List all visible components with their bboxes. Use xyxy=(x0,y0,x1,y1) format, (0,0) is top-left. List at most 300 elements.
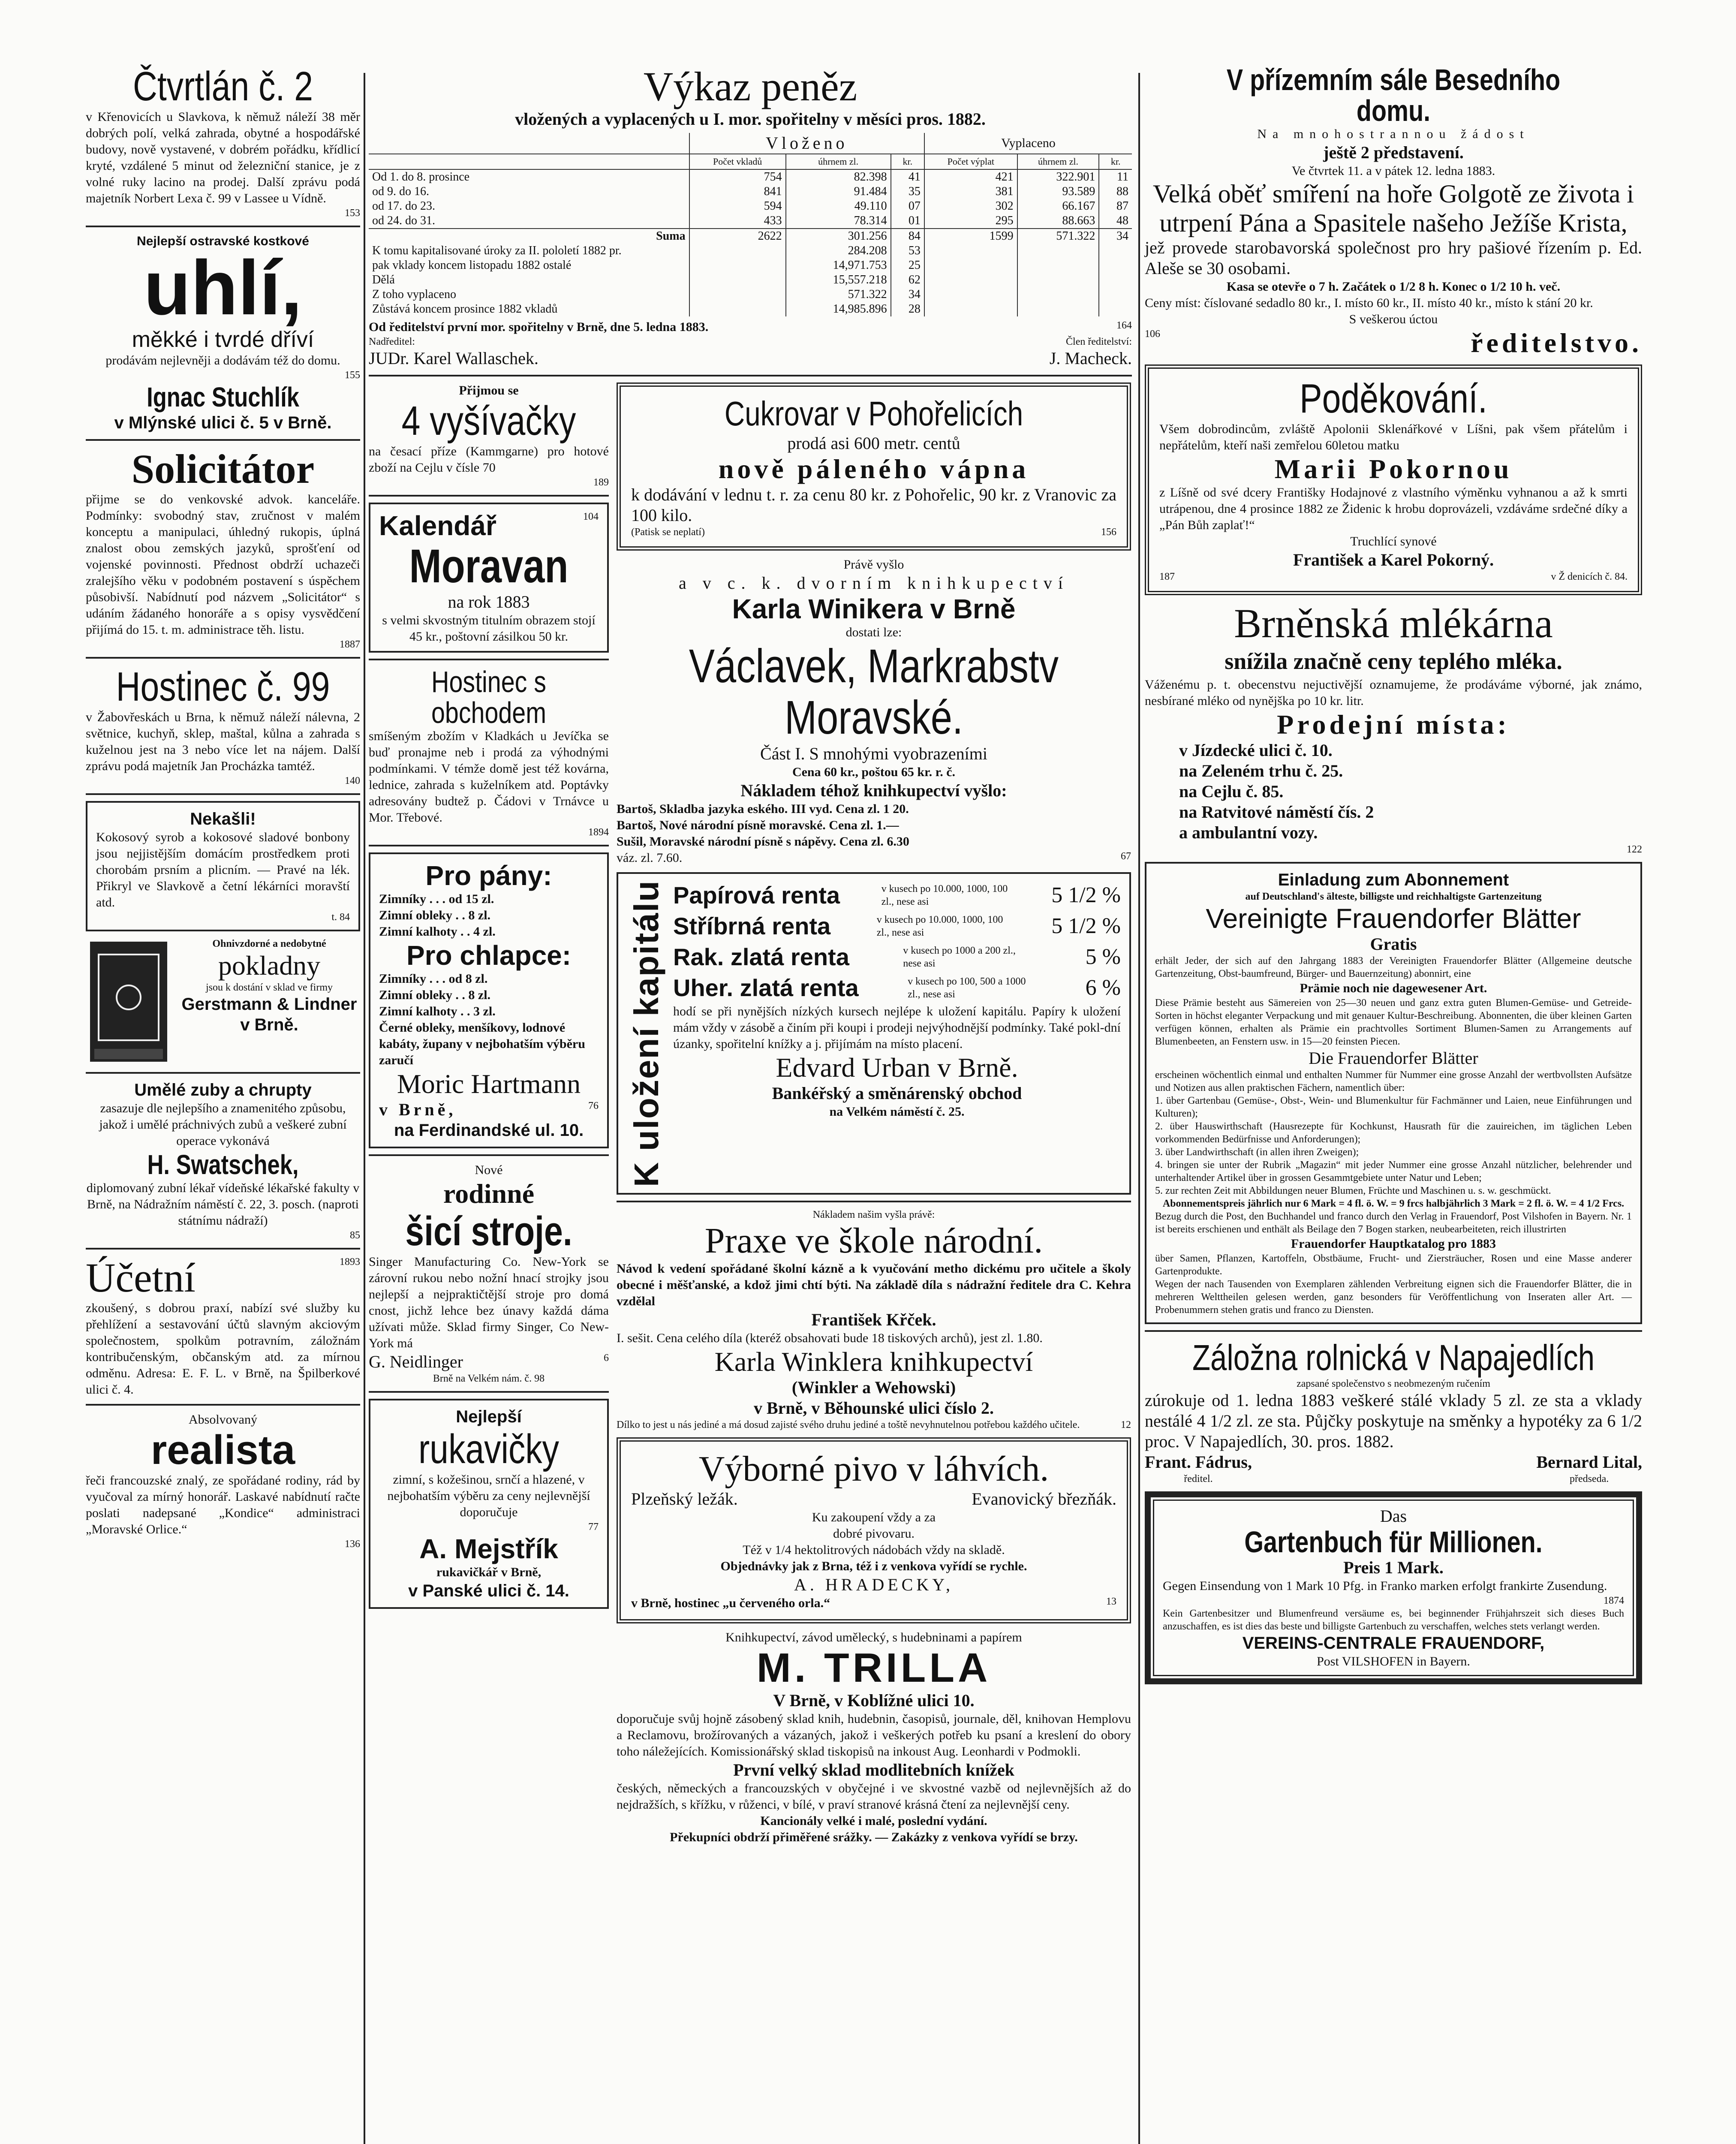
divider xyxy=(369,375,1132,376)
ad-l2: ještě 2 představení. xyxy=(1323,143,1464,162)
ad-body: s velmi skvostným titulním obrazem stojí 45 kr., poštovní zásilkou 50 kr. xyxy=(382,613,596,644)
signatory-name-right: J. Macheck. xyxy=(1049,349,1132,368)
signatory-1: Frant. Fádrus, xyxy=(1145,1452,1252,1472)
ad-title: Výborné pivo v láhvích. xyxy=(698,1449,1049,1489)
ad-note: (Patisk se neplatí) xyxy=(631,527,705,538)
ad-body-2: z Líšně od své dcery Františky Hodajnové z vlastního výměnku vyhnanou a až k smrti utrápenou, dne 4 prosince 1882 ze Židenic k hrobu doprovázeli, vzdáváme srdečné díky a „Pán Bůh zaplať!“ xyxy=(1159,485,1628,532)
ad-big: pokladny xyxy=(218,950,321,981)
ad-author: František Křček. xyxy=(811,1310,936,1330)
row-cell: 841 xyxy=(689,184,786,199)
divider xyxy=(86,226,360,227)
ad-list-1: 1. über Gartenbau (Gemüse-, Obst-, Wein- und Blumenkultur für Fachmänner und Laien, neue Einführungen und Kulturen); xyxy=(1155,1095,1632,1119)
ad-podekovani xyxy=(1145,364,1642,595)
row-cell: 421 xyxy=(924,169,1017,184)
divider xyxy=(369,659,609,660)
ad-list-3: 3. über Landwirthschaft (in allen ihren Zweigen); xyxy=(1155,1147,1359,1158)
ad-address: v Brně, v Běhounské ulici číslo 2. xyxy=(753,1398,994,1418)
ad-body: jsou k dostání v sklad ve firmy xyxy=(206,982,333,993)
ad-city: v Brně, xyxy=(379,1100,457,1119)
ad-body-2: diplomovaný zubní lékař vídeňské lékařské fakulty v Brně, na Nádražním náměstí č. 22, 3. posch. (naproti státnímu nádraží) xyxy=(86,1181,360,1228)
ad-sub: měkké i tvrdé dříví xyxy=(132,327,314,352)
signatory-role-right: Člen ředitelství: xyxy=(1066,336,1132,347)
ad-ctvrtlan xyxy=(86,64,360,220)
ad-big: Velká oběť smíření na hoře Golgotě ze života i utrpení Pána a Spasitele našeho Ježíše Krista, xyxy=(1153,180,1634,237)
ad-address: v Mlýnské ulici č. 5 v Brně. xyxy=(114,413,332,432)
renta-rate: 5 1/2 % xyxy=(1051,883,1121,907)
ad-body-3: Též v 1/4 hektolitrových nádobách vždy na skladě. xyxy=(743,1543,1005,1557)
ad-publisher: Karla Winklera knihkupectví xyxy=(714,1346,1033,1377)
sum-cell: 1599 xyxy=(924,229,1017,244)
ad-body-5: über Samen, Pflanzen, Kartoffeln, Obstbäume, Frucht- und Ziersträucher, Rosen und eine Masse anderer Gartenprodukte. xyxy=(1155,1253,1632,1277)
ad-rukavicky xyxy=(369,1399,609,1609)
list-item: a ambulantní vozy. xyxy=(1179,823,1318,842)
list-item: Zimní kalhoty . . 4 zl. xyxy=(379,924,496,939)
ad-h2: auf Deutschland's älteste, billigste und reichhaltigste Gartenzeitung xyxy=(1245,891,1542,902)
row-cell: 381 xyxy=(924,184,1017,199)
ad-sub: prodá asi 600 metr. centů xyxy=(787,434,960,453)
ad-solicitator xyxy=(86,447,360,651)
row-cell: 11 xyxy=(1099,169,1132,184)
ad-head: Právě vyšlo xyxy=(843,557,904,572)
ad-body: k dodávání v lednu t. r. za cenu 80 kr. z Pohořelic, 90 kr. z Vranovic za 100 kilo. xyxy=(631,485,1116,525)
ad-frauendorfer xyxy=(1145,862,1642,1324)
safe-illustration-icon xyxy=(86,937,171,1066)
ad-sons: Truchlící synové xyxy=(1350,534,1437,548)
row-cell-blank xyxy=(924,273,1017,287)
ad-h1: Einladung zum Abonnement xyxy=(1278,870,1509,889)
ad-title: Nekašli! xyxy=(190,810,256,828)
ad-title-2: Pro chlapce: xyxy=(406,940,572,971)
row-cell: 25 xyxy=(891,258,924,273)
ad-big: Hostinec s obchodem xyxy=(431,665,547,729)
vykaz-table xyxy=(369,133,1132,316)
row-label: Od 1. do 8. prosince xyxy=(372,170,470,184)
ad-sub: rukavičkář v Brně, xyxy=(436,1565,542,1579)
ad-number: 140 xyxy=(345,775,360,786)
vykaz-head-in: Vloženo xyxy=(689,133,924,154)
ad-number: 12 xyxy=(1121,1419,1131,1431)
sum-cell: 34 xyxy=(1099,229,1132,244)
row-cell-blank xyxy=(924,287,1017,302)
row-cell: 14,971.753 xyxy=(786,258,891,273)
ad-list-4: 4. bringen sie unter der Rubrik „Magazin“ mit jeder Nummer eine grosse Anzahl nützlicher, belehrender und unterhaltender Artikel über in grossen Gesammtgebiete unter Natur und Leben; xyxy=(1155,1159,1632,1183)
ad-besedni-dum xyxy=(1145,64,1642,358)
ad-body-1: Ku zakoupení vždy a za xyxy=(812,1510,936,1525)
signatory-name-left: JUDr. Karel Wallaschek. xyxy=(369,349,539,368)
divider xyxy=(617,1201,1131,1202)
renta-name: Papírová renta xyxy=(673,882,840,909)
row-cell: 62 xyxy=(891,273,924,287)
ad-number: 136 xyxy=(345,1539,360,1550)
ad-mid: rodinné xyxy=(443,1178,535,1209)
ad-haupt: Frauendorfer Hauptkatalog pro 1883 xyxy=(1291,1237,1496,1251)
ad-big: Vereinigte Frauendorfer Blätter xyxy=(1206,903,1581,934)
table-row xyxy=(369,184,1132,199)
row-label: pak vklady koncem listopadu 1882 ostalé xyxy=(372,259,572,272)
renta-desc: v kusech po 1000 a 200 zl., nese asi xyxy=(903,945,1016,969)
vykaz-penez xyxy=(369,64,1132,369)
ad-number: 187 xyxy=(1159,571,1175,582)
row-cell: 34 xyxy=(891,287,924,302)
ad-renta xyxy=(617,872,1131,1195)
row-cell: 28 xyxy=(891,302,924,316)
row-label: K tomu kapitalisované úroky za II. pololetí 1882 pr. xyxy=(372,244,622,257)
ad-big: šicí stroje. xyxy=(405,1208,572,1254)
ad-sub: zapsané společenstvo s neobmezeným ručením xyxy=(1297,1378,1490,1389)
row-cell: 571.322 xyxy=(786,287,891,302)
ad-address: Brně na Velkém nám. č. 98 xyxy=(433,1373,545,1384)
ad-number: 122 xyxy=(1627,844,1642,855)
vykaz-subhead-cell: úhrnem zl. xyxy=(1017,154,1099,169)
ad-l3: Ve čtvrtek 11. a v pátek 12. ledna 1883. xyxy=(1291,164,1495,178)
row-cell-blank xyxy=(1099,287,1132,302)
row-label: od 17. do 23. xyxy=(372,199,435,213)
book-3: Sušil, Moravské národní písně s nápěvy. Cena zl. 6.30 xyxy=(617,834,909,849)
ad-name: Edvard Urban v Brně. xyxy=(776,1052,1018,1083)
ad-number: 6 xyxy=(604,1352,609,1364)
ad-praxe xyxy=(617,1208,1131,1431)
row-label: Z toho vyplaceno xyxy=(372,288,456,301)
ad-number: 1874 xyxy=(1604,1595,1624,1606)
ad-nekasli xyxy=(86,801,360,931)
ad-number: 1894 xyxy=(588,827,609,838)
ad-number: 155 xyxy=(345,370,360,381)
ad-name: Gerstmann & Lindner v Brně. xyxy=(181,995,357,1034)
row-cell: 87 xyxy=(1099,199,1132,214)
ad-body-1: erhält Jeder, der sich auf den Jahrgang 1883 der Vereinigten Frauendorfer Blätter (Allgemeine deutsche Gartenzeitung, Obst-baumfreund, Bürger- und Bauernzeitung) abonnirt, eine xyxy=(1155,955,1632,979)
row-cell: 433 xyxy=(689,214,786,229)
row-cell-blank xyxy=(1017,258,1099,273)
row-cell-blank xyxy=(1017,302,1099,316)
divider xyxy=(369,845,609,846)
table-row xyxy=(369,169,1132,184)
ad-name: A. Mejstřík xyxy=(419,1533,558,1564)
ad-title: Hostinec č. 99 xyxy=(116,664,330,710)
list-item: na Cejlu č. 85. xyxy=(1179,782,1284,801)
row-cell-blank xyxy=(924,258,1017,273)
ad-name: Karla Winikera v Brně xyxy=(732,593,1016,624)
ad-places: Prodejní místa: xyxy=(1277,709,1510,740)
ad-publisher-2: (Winkler a Wehowski) xyxy=(791,1378,956,1397)
table-row-sum xyxy=(369,229,1132,244)
ad-body-2: I. sešit. Cena celého díla (kteréž obsahovati bude 18 tiskových archů), jest zl. 1.80. xyxy=(617,1331,1043,1346)
row-cell: 14,985.896 xyxy=(786,302,891,316)
row-cell-blank xyxy=(924,302,1017,316)
row-cell: 48 xyxy=(1099,214,1132,229)
ad-address: na Velkém náměstí č. 25. xyxy=(829,1105,965,1119)
ad-body: Gegen Einsendung von 1 Mark 10 Pfg. in Franko marken erfolgt frankirte Zusendung. xyxy=(1163,1579,1607,1593)
row-cell-blank xyxy=(689,302,786,316)
ad-pivo xyxy=(617,1437,1131,1623)
divider xyxy=(369,1154,609,1156)
sum-label: Suma xyxy=(656,229,686,243)
vykaz-subhead-cell: Počet vkladů xyxy=(689,154,786,169)
ad-body: na česací příze (Kammgarne) pro hotové zboží na Cejlu v čísle 70 xyxy=(369,444,609,475)
ad-number: 77 xyxy=(588,1521,599,1533)
renta-desc: v kusech po 10.000, 1000, 100 zl., nese asi xyxy=(881,883,1008,907)
signatory-2-role: předseda. xyxy=(1570,1473,1609,1485)
ad-name: A. HRADECKY, xyxy=(794,1575,954,1595)
ad-body: jež provede starobavorská společnost pro hry pašiové řízením p. Ed. Aleše se 30 osobami. xyxy=(1145,238,1642,278)
row-label: Dělá xyxy=(372,273,395,286)
row-cell: 66.167 xyxy=(1017,199,1099,214)
renta-name: Rak. zlatá renta xyxy=(673,943,849,970)
ad-times: Kasa se otevře o 7 h. Začátek o 1/2 8 h. Konec o 1/2 10 h. več. xyxy=(1226,280,1561,294)
ad-winiker xyxy=(617,557,1131,866)
ad-address: v Panské ulici č. 14. xyxy=(408,1581,569,1600)
row-cell: 594 xyxy=(689,199,786,214)
ad-body: Kokosový syrob a kokosové sladové bonbony jsou nejjistějším domácím prostředkem proti chorobám prsním a plicním. — Pravé na lék. Přikryl ve Slavkově a četní lékárníci moravští atd. xyxy=(96,830,350,909)
vykaz-title: Výkaz peněz xyxy=(643,63,857,109)
ad-obtain: dostati lze: xyxy=(845,625,902,639)
ad-body: zkoušený, s dobrou praxí, nabízí své služby ku přehlížení a sestavování účtů slavným akciovým společnostem, spolkům potravním, záložnám kontribučenským, občanským atd. za mírnou odměnu. Adresa: E. F. L. v Brně, na Špilberkové ulici č. 4. xyxy=(86,1301,360,1397)
ad-body: prodávám nejlevněji a dodávám též do domu. xyxy=(105,353,340,367)
ad-title: Čtvrtlán č. 2 xyxy=(133,63,313,109)
ad-price: Preis 1 Mark. xyxy=(1343,1558,1444,1577)
ad-name: H. Swatschek, xyxy=(147,1149,299,1180)
ad-body-6: Wegen der nach Tausenden von Exemplaren zählenden Verbreitung eignen sich die Frauendorfer Blätter, die in mehreren Welttheilen gelesen werden, ganz besonders für Veröffentlichung von Inseraten aller Art. — Probenummern stehen gratis und franco zu Diensten. xyxy=(1155,1279,1632,1316)
row-cell: 41 xyxy=(891,169,924,184)
ad-price: Abonnementspreis jährlich nur 6 Mark = 4 fl. ö. W. = 9 frcs halbjährlich 3 Mark = 2 fl. ö. W. = 4 1/2 Frcs. xyxy=(1162,1198,1625,1209)
vykaz-subhead-blank xyxy=(369,154,689,169)
row-cell: 93.589 xyxy=(1017,184,1099,199)
ad-body: v Křenovicích u Slavkova, k němuž náleží 38 měr dobrých polí, velká zahrada, obytné a hospodářské budovy, nově vystavené, v dobrém pořádku, křídlicí kryté, vzdálené 5 minut od železniční stanice, je z volné ruky lacino na prodej. Další zprávu podá majetník Norbert Lexa č. 99 v Lassee u Vídně. xyxy=(86,110,360,205)
divider xyxy=(86,1404,360,1406)
table-row-extra xyxy=(369,287,1132,302)
divider xyxy=(86,793,360,795)
row-cell: 49.110 xyxy=(786,199,891,214)
ad-title: Brněnská mlékárna xyxy=(1234,600,1553,646)
list-item: v Jízdecké ulici č. 10. xyxy=(1179,741,1333,760)
list-item: na Zeleném trhu č. 25. xyxy=(1179,761,1343,780)
ad-big: realista xyxy=(150,1427,295,1473)
table-row xyxy=(369,199,1132,214)
list-item: Zimníky . . . od 15 zl. xyxy=(379,892,494,906)
ad-number: 156 xyxy=(1101,527,1116,538)
row-cell: 295 xyxy=(924,214,1017,229)
ad-head: Přijmou se xyxy=(459,383,519,397)
ad-kalendar xyxy=(369,503,609,653)
ad-list-5: 5. zur rechten Zeit mit Abbildungen neuer Blumen, Früchte und Maschinen u. s. w. geschmückt. xyxy=(1155,1185,1551,1196)
ad-title: V přízemním sále Besedního domu. xyxy=(1226,63,1561,127)
ad-title: Záložna rolnická v Napajedlích xyxy=(1192,1337,1595,1378)
ad-body: zimní, s kožešinou, srnčí a hlazené, v nejbohatším výběru za ceny nejlevnější doporučuje xyxy=(387,1472,590,1519)
renta-name: Stříbrná renta xyxy=(673,912,831,940)
signatory-2: Bernard Lital, xyxy=(1536,1452,1642,1472)
ad-sign: František a Karel Pokorný. xyxy=(1293,550,1494,569)
row-cell-blank xyxy=(689,244,786,258)
ad-address: na Ferdinandské ul. 10. xyxy=(394,1121,584,1140)
ad-zuby xyxy=(86,1080,360,1242)
row-cell-blank xyxy=(1099,302,1132,316)
row-label: od 9. do 16. xyxy=(372,185,429,198)
renta-list xyxy=(673,880,1121,1003)
ad-name: Marii Pokornou xyxy=(1274,454,1513,484)
ad-title: Účetní xyxy=(86,1255,196,1301)
pany-list xyxy=(379,891,599,940)
ad-head: Ohnivzdorné a nedobytné xyxy=(212,938,326,949)
ad-body: v Žabovřeskách u Brna, k němuž náleží nálevna, 2 světnice, kuchyň, sklep, maštal, kůlna a zahrada s kuželnou jest na 3 nebo více let na nájem. Další zprávu podá majetník Jan Procházka tamtéž. xyxy=(86,710,360,773)
row-cell: 88 xyxy=(1099,184,1132,199)
ad-head: Nákladem našim vyšla právě: xyxy=(812,1209,935,1221)
row-cell: 53 xyxy=(891,244,924,258)
ad-big: 4 vyšívačky xyxy=(401,398,576,444)
divider xyxy=(86,1072,360,1074)
ad-b3: Kancionály velké i malé, poslední vydání. xyxy=(760,1814,987,1828)
ad-head: Absolvovaný xyxy=(189,1412,257,1427)
row-cell-blank xyxy=(1017,273,1099,287)
ad-mlekarna xyxy=(1145,601,1642,856)
ad-body-2: dobré pivovaru. xyxy=(833,1527,915,1541)
ad-b1: První velký sklad modlitebních knížek xyxy=(733,1760,1014,1780)
row-cell: 15,557.218 xyxy=(786,273,891,287)
row-cell: 78.314 xyxy=(786,214,891,229)
ad-address: v Ž denicích č. 84. xyxy=(1551,571,1628,582)
ad-body: doporučuje svůj hojně zásobený sklad knih, hudebnin, časopisů, journale, děl, knihovan Hemplovu a Reclamovu, brožírovaných a vázaných, jakož i veškerých potřeb ku psaní a kreslení do obory toho náležejících. Komissionářský sklad tiskopisů na inkoust Aug. Leonhardi v Podmokli. xyxy=(617,1712,1131,1759)
vykaz-subhead-cell: úhrnem zl. xyxy=(786,154,891,169)
ad-title: Umělé zuby a chrupty xyxy=(134,1081,312,1099)
ad-gartenbuch xyxy=(1145,1491,1642,1684)
ad-body-2: Kein Gartenbesitzer und Blumenfreund versäume es, bei beginnender Frühjahrszeit sich dieses Buch anzuschaffen, es ist dies das beste und billigste Gartenbuch zu verschaffen, welches stets verlangt werden. xyxy=(1163,1608,1624,1632)
list-item xyxy=(673,880,1121,911)
ad-gratis: Gratis xyxy=(1370,934,1417,954)
ad-sub: a v c. k. dvorním knihkupectví xyxy=(679,573,1069,593)
ad-name: G. Neidlinger xyxy=(369,1352,463,1371)
list-item: Zimníky . . . od 8 zl. xyxy=(379,972,488,986)
ad-body: hodí se při nynějších nízkých kursech nejlépe k uložení kapitálu. Papíry k uložení mám vždy v zásobě a činím při koupi i prodeji nejvýhodnější podmínky. Také pokl-dní úzanky, spořitelní knížky a j. přijímám na místo placení. xyxy=(673,1004,1121,1051)
vykaz-subhead-cell: kr. xyxy=(1099,154,1132,169)
ad-trilla xyxy=(617,1629,1131,1846)
ad-list-2: 2. über Hauswirthschaft (Hausrezepte für Kochkunst, Hausrath für die zauireichen, im täglichen Leben vorkommenden Bedürfnisse und Anforderungen); xyxy=(1155,1121,1632,1145)
row-cell-blank xyxy=(1017,244,1099,258)
sum-cell: 2622 xyxy=(689,229,786,244)
ad-ucetni xyxy=(86,1256,360,1398)
ad-left: Plzeňský ležák. xyxy=(631,1489,738,1509)
ad-body-4: Bezug durch die Post, den Buchhandel und franco durch den Verlag in Frauendorf, Post Vilshofen in Bayern. Nr. 1 ist bereits erschienen und enthält als Beilage den 7 Bogen starken, neubearbeiteten, reich illustrirten xyxy=(1155,1211,1632,1235)
sum-cell: 571.322 xyxy=(1017,229,1099,244)
ad-year: na rok 1883 xyxy=(448,592,530,611)
ad-body: smíšeným zbožím v Kladkách u Jevíčka se buď pronajme neb i prodá za výhodnými podmínkami. V témže domě jest též kovárna, lednice, zahrada s kuželníkem atd. Poptávky adresovány budtež p. Čádovi v Trnávce u Mor. Třebové. xyxy=(369,729,609,825)
row-cell: 754 xyxy=(689,169,786,184)
ad-uhli xyxy=(86,233,360,433)
ad-body-3: erscheinen wöchentlich einmal und enthalten Nummer für Nummer eine grosse Anzahl der wertbvollsten Aufsätze und Notizen aus allen praktischen Fächern, namentlich über: xyxy=(1155,1069,1632,1093)
row-cell-blank xyxy=(689,273,786,287)
ad-praemie: Prämie noch nie dagewesener Art. xyxy=(1300,981,1487,995)
ad-sign: ředitelstvo. xyxy=(1471,328,1642,358)
divider xyxy=(86,657,360,659)
renta-name: Uher. zlatá renta xyxy=(673,974,859,1001)
ad-body: zasazuje dle nejlepšího a znamenitého způsobu, jakož i umělé práchnivých zubů a veškeré zubní operace vykonává xyxy=(99,1101,347,1148)
book-2: Bartoš, Nové národní písně moravské. Cena zl. 1.— xyxy=(617,818,899,832)
vykaz-head-out: Vyplaceno xyxy=(924,133,1132,154)
ad-cukrovar xyxy=(617,382,1131,551)
table-row-extra xyxy=(369,258,1132,273)
ad-body-2: Diese Prämie besteht aus Sämereien von 25—30 neuen und ganz extra guten Blumen-Gemüse- und Getreide-Sorten in höchst eleganter Verpackung und mit genauer Kultur-Beschreibung. Abonnenten, die über kleinen Garten verfügen können, erhalten als Prämie ein prachtvolles Sortiment Blumen-Samen zu Arrangements auf Blumenbeeten, an Fenstern usw. in 15—20 feinsten Piecen. xyxy=(1155,997,1632,1047)
row-cell-blank xyxy=(1017,287,1099,302)
ad-number: 153 xyxy=(345,208,360,219)
ad-big: Gartenbuch für Millionen. xyxy=(1244,1525,1543,1559)
vykaz-subhead-cell: kr. xyxy=(891,154,924,169)
list-item: Zimní obleky . . 8 zl. xyxy=(379,988,491,1002)
ad-body: Všem dobrodincům, zvláště Apolonii Sklenářkové v Líšni, pak všem přátelům i nepřátelům, kteří naši zemřelou 60letou matku xyxy=(1159,422,1628,452)
vertical-label: K uložení kapitálu xyxy=(627,880,665,1187)
column-middle-right xyxy=(617,382,1131,1852)
ad-body: přijme se do venkovské advok. kanceláře. Podmínky: svobodný stav, zručnost v malém konceptu a manipulaci, úhledný rukopis, úplná znalost obou zemských jazyků, sprošťení od vojenské povinnosti. Přednost obdrží uchazeči zralejšího věku v podobném postavení s úspěchem působivší. Nabídnutí pod názvem „Solicitátor“ s udáním žádaného honoráře a s opisy vysvědčení přijímá do 15. t. m. administrace těh. listu. xyxy=(86,492,360,637)
ad-head: Nejlepší ostravské kostkové xyxy=(137,234,309,248)
ad-price: Cena 60 kr., poštou 65 kr. r. č. xyxy=(792,765,956,779)
ad-respect: S veškerou úctou xyxy=(1349,312,1438,326)
row-cell-blank xyxy=(924,244,1017,258)
renta-desc: v kusech po 100, 500 a 1000 zl., nese asi xyxy=(908,976,1026,1000)
ad-body: Váženému p. t. obecenstvu nejuctivější oznamujeme, že prodáváme výborné, jak známo, nesbírané mléko od nynějška po 10 kr. litr. xyxy=(1145,678,1642,708)
ad-pokladny xyxy=(86,937,360,1066)
renta-desc: v kusech po 10.000, 1000, 100 zl., nese asi xyxy=(876,914,1003,938)
ad-big: nově páleného vápna xyxy=(718,454,1029,484)
column-middle xyxy=(369,64,1132,1852)
ad-number: 106 xyxy=(1145,328,1160,340)
ad-big: rukavičky xyxy=(418,1426,560,1472)
ad-h3: Die Frauendorfer Blätter xyxy=(1309,1048,1478,1068)
vykaz-subtitle: vložených a vyplacených u I. mor. spořitelny v měsíci pros. 1882. xyxy=(515,109,986,129)
row-label: Zůstává koncem prosince 1882 vkladů xyxy=(372,302,558,316)
ad-part: Část I. S mnohými vyobrazeními xyxy=(760,744,987,763)
ad-title: Pro pány: xyxy=(425,860,552,891)
ad-price: Ceny míst: číslované sedadlo 80 kr., I. místo 60 kr., II. místo 40 kr., místo k stání 20 kr. xyxy=(1145,296,1593,310)
row-label: od 24. do 31. xyxy=(372,214,435,227)
ad-hartmann xyxy=(369,852,609,1148)
renta-rate: 6 % xyxy=(1085,976,1121,1000)
ad-note: Dílko to jest u nás jediné a má dosud zajisté svého druhu jediné a toště nevyhnutelnou potřebou každého učitele. xyxy=(617,1419,1080,1431)
ad-name: Moric Hartmann xyxy=(397,1069,581,1099)
ad-number: 13 xyxy=(1106,1596,1116,1608)
signatory-1-role: ředitel. xyxy=(1184,1473,1213,1485)
sum-cell: 301.256 xyxy=(786,229,891,244)
ad-number: 104 xyxy=(583,511,599,522)
ad-number: 1887 xyxy=(340,639,360,650)
column-left xyxy=(86,64,360,1557)
row-cell: 35 xyxy=(891,184,924,199)
vykaz-subhead-cell: Počet výplat xyxy=(924,154,1017,169)
ad-address: v Brně, hostinec „u červeného orla.“ xyxy=(631,1596,830,1611)
column-middle-left xyxy=(369,382,609,1852)
list-item xyxy=(673,973,1121,1003)
ad-name: Ignac Stuchlík xyxy=(147,382,299,413)
ad-b4: Překupníci obdrží přiměřené srážky. — Zakázky z venkova vyřídí se brzy. xyxy=(670,1830,1078,1845)
ad-hostinec-99 xyxy=(86,665,360,787)
divider xyxy=(369,495,609,497)
divider xyxy=(369,1391,609,1393)
places-list xyxy=(1145,740,1642,843)
table-row-extra xyxy=(369,302,1132,316)
column-rule-2 xyxy=(1138,73,1140,2144)
ad-big: M. TRILLA xyxy=(756,1645,991,1691)
column-rule-1 xyxy=(364,73,365,2144)
vykaz-footer: Od ředitelství první mor. spořitelny v Brně, dne 5. ledna 1883. xyxy=(369,320,709,334)
ad-zalozna xyxy=(1145,1338,1642,1485)
column-right xyxy=(1145,64,1642,1690)
list-item xyxy=(673,942,1121,973)
ad-number: 76 xyxy=(588,1100,599,1111)
row-cell: 91.484 xyxy=(786,184,891,199)
ad-vysivacky xyxy=(369,382,609,489)
table-row-extra xyxy=(369,273,1132,287)
ad-big: Moravan xyxy=(409,540,569,593)
ad-number: 85 xyxy=(350,1230,360,1241)
list-item: na Ratvitové náměstí čís. 2 xyxy=(1179,802,1374,822)
signatory-role-left: Nadředitel: xyxy=(369,336,415,347)
book-1: Bartoš, Skladba jazyka eského. III vyd. Cena zl. 1 20. xyxy=(617,802,909,816)
book-3-bound: váz. zl. 7.60. xyxy=(617,851,683,865)
